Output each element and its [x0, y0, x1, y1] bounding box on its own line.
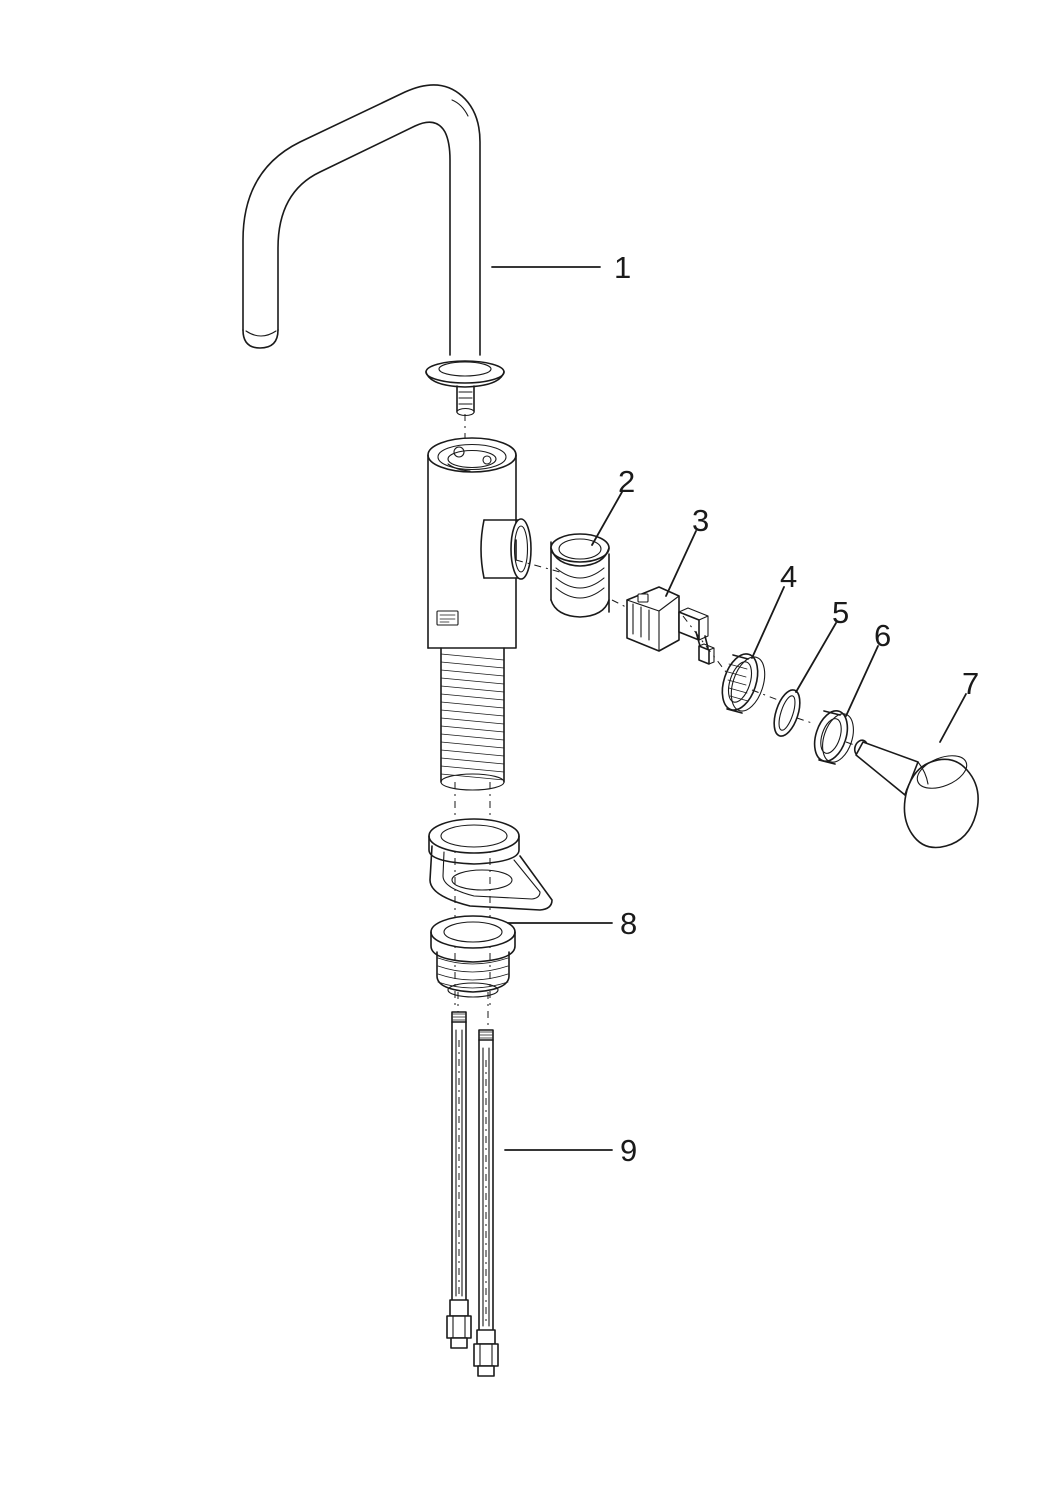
leader-2	[592, 492, 622, 545]
callout-label-8: 8	[620, 906, 638, 941]
callout-label-2: 2	[618, 464, 636, 499]
part-collar	[809, 707, 859, 766]
leader-7	[940, 694, 966, 742]
part-retaining-nut	[716, 649, 771, 715]
callout-label-4: 4	[780, 559, 798, 594]
leader-6	[846, 646, 878, 716]
part-cartridge	[627, 587, 714, 664]
centreline-sleeve	[516, 560, 636, 612]
part-o-ring	[769, 687, 805, 739]
leader-5	[796, 623, 836, 692]
part-supply-hoses	[447, 1012, 498, 1376]
leader-4	[752, 587, 784, 658]
callout-label-7: 7	[962, 666, 980, 701]
callout-label-9: 9	[620, 1133, 638, 1168]
callout-label-3: 3	[692, 503, 710, 538]
centreline-oring-collar	[797, 718, 812, 723]
leader-3	[666, 531, 696, 596]
part-lever-handle	[853, 738, 979, 847]
part-spout	[243, 85, 504, 416]
callout-label-5: 5	[832, 595, 850, 630]
part-cap-sleeve	[551, 534, 609, 617]
callout-label-1: 1	[614, 250, 632, 285]
callout-label-6: 6	[874, 618, 892, 653]
centreline-nut-oring	[752, 690, 778, 700]
part-body-housing	[428, 438, 531, 790]
